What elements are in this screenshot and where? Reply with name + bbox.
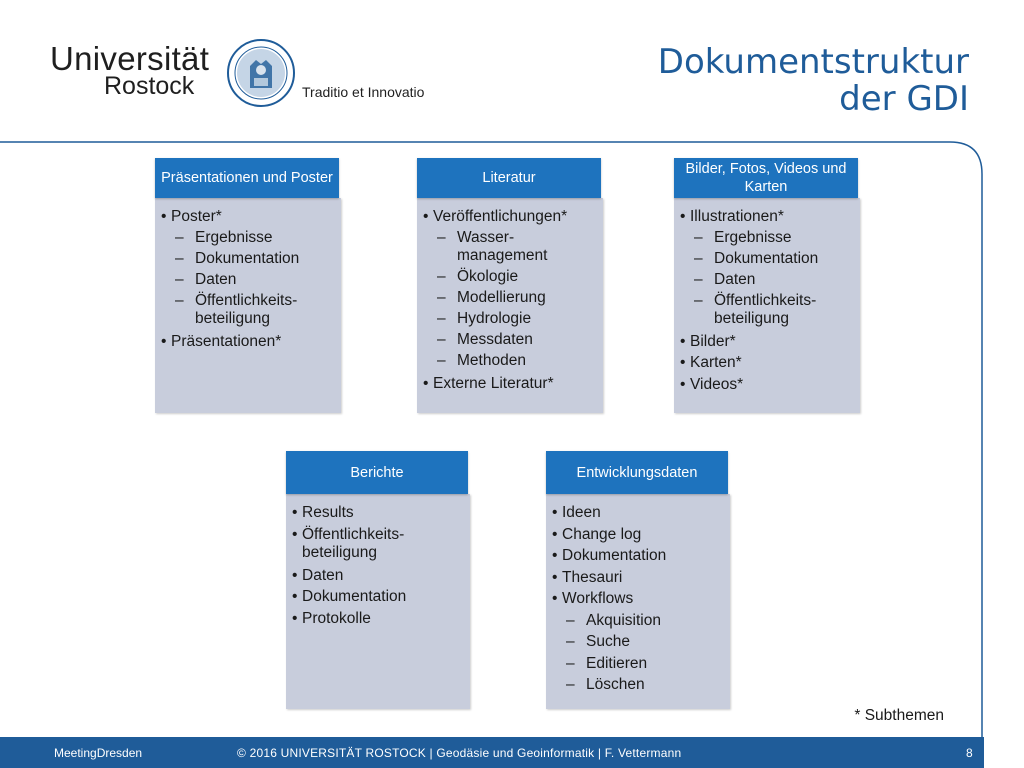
list-item: • Dokumentation xyxy=(552,547,667,564)
list-item: • Illustrationen* xyxy=(680,208,784,225)
list-item: • Protokolle xyxy=(292,609,371,627)
university-name: Universität xyxy=(50,40,210,77)
list-subitem: – Methoden xyxy=(437,351,526,369)
footer-left: MeetingDresden xyxy=(54,746,143,760)
list-item: • Poster* xyxy=(161,208,222,225)
list-item: • Ideen xyxy=(552,504,601,521)
footer-gap xyxy=(984,737,1024,768)
list-subitem: – Akquisition xyxy=(566,611,661,629)
list-item: • Öffentlichkeits- beteiligung xyxy=(292,525,405,561)
card-praesentationen-header: Präsentationen und Poster xyxy=(155,158,339,198)
list-item: • Karten* xyxy=(680,354,742,371)
list-subitem: – Suche xyxy=(566,633,630,650)
card-literatur-body xyxy=(417,198,603,413)
list-subitem: – Ergebnisse xyxy=(694,228,792,246)
list-subitem: – Hydrologie xyxy=(437,309,532,327)
list-subitem: – Dokumentation xyxy=(694,249,819,267)
list-item: • Veröffentlichungen* xyxy=(423,208,568,225)
list-subitem: – Messdaten xyxy=(437,330,533,348)
card-bilder-header: Bilder, Fotos, Videos und Karten xyxy=(674,158,858,198)
list-subitem: – Wasser- management xyxy=(437,228,548,264)
list-item: • Workflows xyxy=(552,590,634,607)
list-item: • Dokumentation xyxy=(292,588,407,605)
list-item: • Thesauri xyxy=(552,568,623,586)
list-item: • Bilder* xyxy=(680,332,736,350)
list-subitem: – Dokumentation xyxy=(175,249,300,267)
list-subitem: – Ergebnisse xyxy=(175,228,273,246)
list-item: • Externe Literatur* xyxy=(423,374,554,392)
list-item: • Results xyxy=(292,504,354,521)
card-bilder-body xyxy=(674,198,860,413)
subthemen-note: * Subthemen xyxy=(854,707,944,724)
footer-bar xyxy=(0,737,984,768)
list-subitem: – Daten xyxy=(694,270,756,288)
list-subitem: – Öffentlichkeits- beteiligung xyxy=(694,291,817,327)
page-number: 8 xyxy=(966,746,973,760)
list-item: • Videos* xyxy=(680,375,744,393)
card-praesentationen-body xyxy=(155,198,341,413)
list-subitem: – Daten xyxy=(175,270,237,288)
list-subitem: – Editieren xyxy=(566,654,648,672)
university-seal-icon xyxy=(226,38,296,108)
card-entwicklungsdaten-header: Entwicklungsdaten xyxy=(546,451,728,494)
list-item: • Präsentationen* xyxy=(161,332,282,350)
card-entwicklungsdaten-body xyxy=(546,494,730,709)
list-subitem: – Modellierung xyxy=(437,288,546,306)
list-subitem: – Öffentlichkeits- beteiligung xyxy=(175,291,298,327)
university-city: Rostock xyxy=(104,72,195,100)
card-berichte-header: Berichte xyxy=(286,451,468,494)
list-item: • Daten xyxy=(292,566,344,584)
slide-title-line2: der GDI xyxy=(839,78,969,119)
footer-center: © 2016 UNIVERSITÄT ROSTOCK | Geodäsie und Geoinformatik | F. Vettermann xyxy=(237,746,682,760)
slide-title-line1: Dokumentstruktur xyxy=(657,42,969,82)
card-literatur-header: Literatur xyxy=(417,158,601,198)
card-berichte-body xyxy=(286,494,470,709)
university-motto: Traditio et Innovatio xyxy=(302,84,425,100)
list-item: • Change log xyxy=(552,525,642,543)
list-subitem: – Löschen xyxy=(566,676,645,693)
list-subitem: – Ökologie xyxy=(437,267,519,285)
slide-title xyxy=(658,44,969,117)
